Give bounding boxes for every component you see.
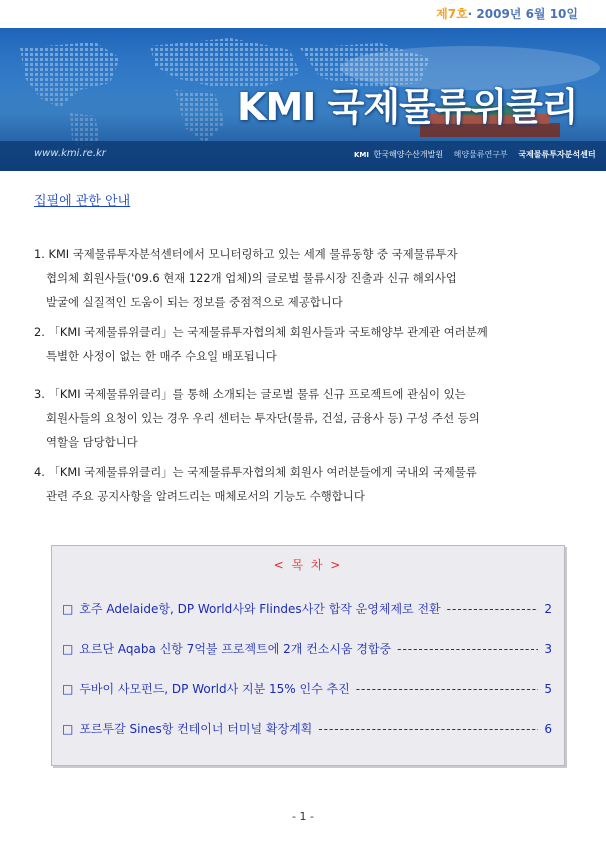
paragraph-number: 1. xyxy=(34,247,45,261)
section-title: 집필에 관한 안내 xyxy=(34,194,131,209)
paragraph-line: 발굴에 실질적인 도움이 되는 정보를 중점적으로 제공합니다 xyxy=(46,295,343,309)
checkbox-icon: □ xyxy=(62,722,74,736)
issue-number: 제7호 xyxy=(436,7,468,21)
paragraph-line: 특별한 사정이 없는 한 매주 수요일 배포됩니다 xyxy=(46,349,277,363)
toc-item-text: 호주 Adelaide항, DP World사와 Flindes사간 합작 운영체제로 전환 xyxy=(79,602,441,616)
header-banner xyxy=(0,28,606,171)
checkbox-icon: □ xyxy=(62,682,74,696)
toc-leader xyxy=(356,682,539,696)
notice-paragraph xyxy=(34,320,564,368)
org-name-department: 해양물류연구부 xyxy=(453,150,508,159)
toc-item[interactable] xyxy=(62,720,552,737)
toc-item-page: 5 xyxy=(544,682,552,696)
paragraph-line: 「KMI 국제물류위클리」는 국제물류투자협의체 회원사 여러분들에게 국내외 국제물류 xyxy=(48,465,477,479)
toc-item[interactable] xyxy=(62,640,552,657)
page-number: - 1 - xyxy=(292,810,314,823)
paragraph-line: 「KMI 국제물류위클리」는 국제물류투자협의체 회원사들과 국토해양부 관계관 여러분께 xyxy=(48,325,488,339)
toc-item-text: 요르단 Aqaba 신항 7억불 프로젝트에 2개 컨소시움 경합중 xyxy=(79,642,392,656)
toc-leader xyxy=(447,602,539,616)
notice-paragraph xyxy=(34,242,564,314)
toc-leader xyxy=(318,722,538,736)
issue-date: · 2009년 6월 10일 xyxy=(467,7,578,21)
org-name-center: 국제물류투자분석센터 xyxy=(518,150,596,159)
banner-title: KMI 국제물류위클리 xyxy=(237,85,578,129)
checkbox-icon: □ xyxy=(62,602,74,616)
toc-leader xyxy=(397,642,538,656)
toc-item[interactable] xyxy=(62,600,552,617)
paragraph-number: 4. xyxy=(34,465,45,479)
site-url[interactable]: www.kmi.re.kr xyxy=(34,148,106,159)
toc-item-page: 3 xyxy=(544,642,552,656)
paragraph-number: 3. xyxy=(34,387,45,401)
toc-item-text: 포르투갈 Sines항 컨테이너 터미널 확장계획 xyxy=(79,722,313,736)
paragraph-line: 회원사들의 요청이 있는 경우 우리 센터는 투자단(물류, 건설, 금융사 등) 구성 주선 등의 xyxy=(46,411,480,425)
notice-paragraph xyxy=(34,460,564,508)
paragraph-line: 「KMI 국제물류위클리」를 통해 소개되는 글로벌 물류 신규 프로젝트에 관심이 있는 xyxy=(48,387,466,401)
paragraph-line: 관련 주요 공지사항을 알려드리는 매체로서의 기능도 수행합니다 xyxy=(46,489,365,503)
kmi-logo-icon: KMI xyxy=(354,151,369,159)
paragraph-line: KMI 국제물류투자분석센터에서 모니터링하고 있는 세계 물류동향 중 국제물류투자 xyxy=(48,247,458,261)
paragraph-number: 2. xyxy=(34,325,45,339)
top-bar xyxy=(0,0,606,28)
toc-item-text: 두바이 사모펀드, DP World사 지분 15% 인수 추진 xyxy=(79,682,350,696)
toc-item-page: 2 xyxy=(544,602,552,616)
paragraph-line: 협의체 회원사들('09.6 현재 122개 업체)의 글로벌 물류시장 진출과 신규 해외사업 xyxy=(46,271,457,285)
paragraph-line: 역할을 담당합니다 xyxy=(46,435,138,449)
issue-info xyxy=(436,5,578,22)
toc-item[interactable] xyxy=(62,680,552,697)
table-of-contents xyxy=(51,545,565,766)
notice-paragraph xyxy=(34,382,564,454)
toc-title: < 목 차 > xyxy=(273,558,343,572)
org-name-primary: 한국해양수산개발원 xyxy=(373,150,444,159)
organization-names xyxy=(354,149,596,160)
toc-item-page: 6 xyxy=(544,722,552,736)
checkbox-icon: □ xyxy=(62,642,74,656)
